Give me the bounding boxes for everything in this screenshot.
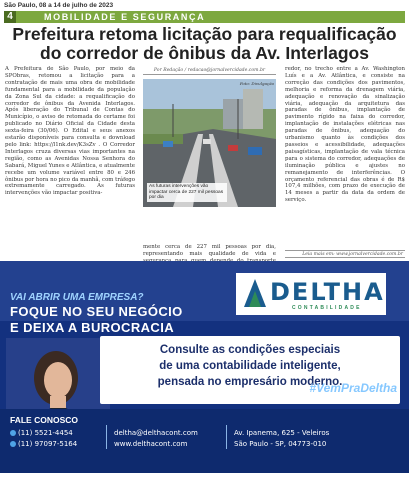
ad-question: VAI ABRIR UMA EMPRESA? xyxy=(10,292,144,303)
contact-divider-2 xyxy=(226,425,227,449)
whatsapp-icon xyxy=(10,441,16,447)
contact-address-1: Av. Ipanema, 625 - Veleiros xyxy=(234,429,330,437)
ad-line-2: E DEIXA A BUROCRACIA xyxy=(10,320,175,335)
article-text-1: A Prefeitura de São Paulo, por meio da SPObras, retomou a licitação para a contratação de mais uma obra de mobilidade fundamental para a mobilidade da população da Zona Sul da cidade: a requalificação do corredor de ônibus da Avenida Interlagos. Após liberação do Tribunal de Contas do Município, o aviso de retomada do certame foi publicado no Diário Oficial da Cidade desta sexta-feira (30/06). O Edital e seus anexos estarão disponíveis para consulta e download pelo link: https://l1nk.dev/K3sZv . O Corredor Interlagos cruza diversas vias importantes na região, como as Avenidas Nossa Senhora do Sabará, Miguel Yunes e Atlântica, e atualmente recebe um volume variável entre 80 e 246 ônibus por hora no pico da manhã, com tráfego extremamente carregado. As futuras intervenções vão impactar positiva- xyxy=(5,66,135,197)
logo-subtitle: CONTABILIDADE xyxy=(292,305,362,311)
photo-caption: As futuras intervenções vão impactar cerca de 227 mil pessoas por dia xyxy=(147,183,227,202)
headline-line-2: do corredor de ônibus da Av. Interlagos xyxy=(40,43,369,63)
phone-2[interactable] xyxy=(10,440,77,448)
contact-email[interactable]: deltha@delthacont.com xyxy=(114,429,198,437)
ad-message-line-3: pensada no empresário moderno. xyxy=(157,376,343,388)
article-photo-block xyxy=(143,66,276,244)
contact-bar xyxy=(0,409,409,473)
section-bar xyxy=(4,11,405,23)
ad-line-1: FOQUE NO SEU NEGÓCIO xyxy=(10,304,183,319)
article-photo xyxy=(143,79,276,207)
deltha-advertisement[interactable] xyxy=(0,261,409,473)
phone-1[interactable] xyxy=(10,429,73,437)
article-column-1 xyxy=(5,66,135,197)
contact-address-2: São Paulo - SP, 04773-010 xyxy=(234,440,327,448)
author-credit: Por Redação / redacao@jornalvercidade.com.br xyxy=(143,66,276,75)
deltha-logo-mark-icon xyxy=(244,279,266,307)
logo-name: DELTHA xyxy=(270,278,385,306)
phone-icon xyxy=(10,430,16,436)
headline-line-1: Prefeitura retoma licitação para requalificação xyxy=(12,24,397,44)
article-text-2: mente cerca de 227 mil pessoas por dia, representando mais qualidade de vida e xyxy=(143,244,276,257)
article-column-3 xyxy=(285,66,405,204)
ad-message-line-2: de uma contabilidade inteligente, xyxy=(159,360,341,372)
page-number: 4 xyxy=(4,11,16,23)
deltha-logo xyxy=(236,273,386,315)
section-title: MOBILIDADE E SEGURANÇA xyxy=(44,12,206,22)
phone-2-text: (11) 97097-5164 xyxy=(18,440,78,448)
contact-website[interactable]: www.delthacont.com xyxy=(114,440,188,448)
contact-title: FALE CONOSCO xyxy=(10,415,79,425)
contact-divider-1 xyxy=(106,425,107,449)
article-headline xyxy=(4,25,405,63)
phone-1-text: (11) 5521-4454 xyxy=(18,429,73,437)
ad-hashtag: #VemPraDeltha xyxy=(309,381,397,395)
ad-message-line-1: Consulte as condições especiais xyxy=(159,344,341,356)
article-text-3: redor, no trecho entre a Av. Washington Luís e a Av. Atlântica, e consiste na correção das condições dos pavimentos, melhoria e reforma da drenagem viária, adequação e renovação da sinalização viária, adequação da arquitetura das paradas de ônibus, implantação de pavimento rígido na faixa do corredor, implantação de instalações elétricas nas paradas de ônibus, adequação do urbanismo quanto às condições dos passeios e acessibilidade, adequações paisagísticas, implantação de vala técnica para o sistema do corredor, adequações de iluminação pública e ajustes no remanejamento de interferências. O orçamento referencial das obras é de R$ 107,4 milhões, com prazo de execução de 14 meses a partir da data da ordem de serviço. xyxy=(285,66,405,204)
photo-source: Foto: Divulgação xyxy=(239,81,274,86)
read-more-link[interactable]: Leia mais em: www.jornalvercidade.com.br xyxy=(285,250,405,258)
issue-date: São Paulo, 08 a 14 de julho de 2023 xyxy=(4,2,114,9)
